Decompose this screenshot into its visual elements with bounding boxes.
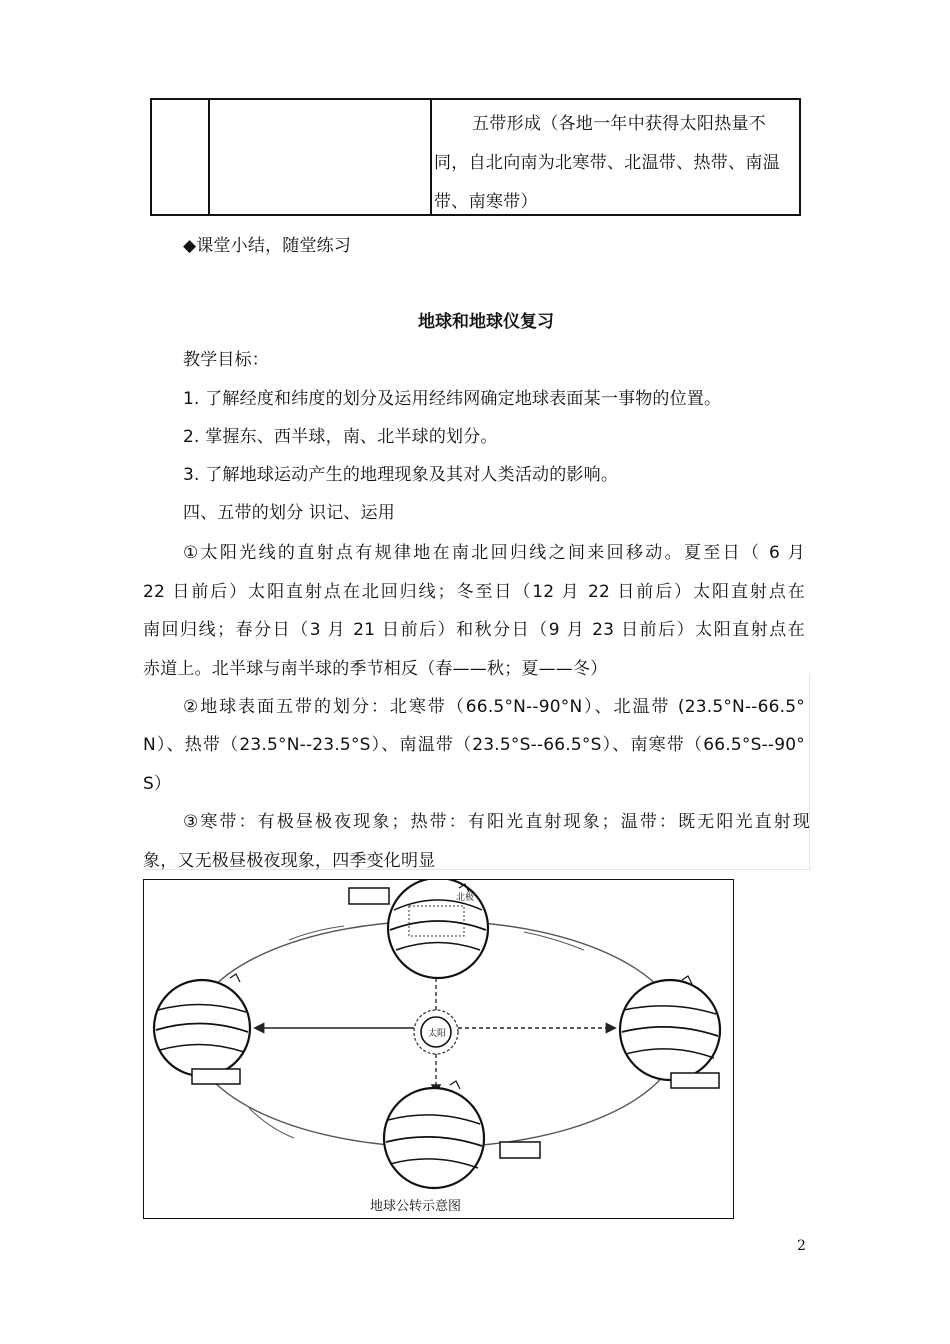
objective-item: 3. 了解地球运动产生的地理现象及其对人类活动的影响。 (183, 465, 619, 485)
paragraph-line: S） (143, 774, 172, 794)
paragraph-line: 22 日前后）太阳直射点在北回归线；冬至日（12 月 22 日前后）太阳直射点在 (143, 582, 805, 602)
table-divider (430, 98, 432, 216)
answer-box (500, 1142, 540, 1158)
sun-label: 太阳 (428, 1029, 447, 1039)
table-cell-text: 五带形成（各地一年中获得太阳热量不同，自北向南为北寒带、北温带、热带、南温带、南寒带） (434, 114, 780, 212)
part-heading: 四、五带的划分 识记、运用 (183, 503, 396, 523)
objectives-label: 教学目标： (183, 350, 269, 370)
answer-box (671, 1073, 719, 1088)
paragraph-line: 南回归线；春分日（3 月 21 日前后）和秋分日（9 月 23 日前后）太阳直射点在 (143, 620, 805, 640)
objective-item: 1. 了解经度和纬度的划分及运用经纬网确定地球表面某一事物的位置。 (183, 389, 722, 409)
paragraph-line: 赤道上。北半球与南半球的季节相反（春——秋；夏——冬） (143, 659, 608, 679)
paragraph-line: N）、热带（23.5°N--23.5°S）、南温带（23.5°S--66.5°S）、南寒带（66.5°S--90° (143, 735, 805, 755)
page-number: 2 (797, 1238, 806, 1254)
section-title: 地球和地球仪复习 (418, 312, 554, 332)
answer-box (349, 888, 389, 904)
earth-globe-bottom (384, 1088, 484, 1188)
paragraph-line: ③寒带：有极昼极夜现象；热带：有阳光直射现象；温带：既无阳光直射现 (183, 812, 810, 832)
paragraph-line: ②地球表面五带的划分：北寒带（66.5°N--90°N）、北温带 (23.5°N--66.5° (183, 697, 805, 717)
pole-label: 北极 (456, 893, 475, 903)
figure-caption: 地球公转示意图 (370, 1199, 462, 1214)
table-divider (208, 98, 210, 216)
earth-orbit-figure (143, 879, 734, 1219)
answer-box (192, 1069, 240, 1084)
paragraph-line: ①太阳光线的直射点有规律地在南北回归线之间来回移动。夏至日（ 6 月 (183, 543, 805, 563)
earth-globe-left (154, 980, 250, 1076)
orbit-diagram (144, 880, 733, 1218)
summary-line: ◆课堂小结，随堂练习 (183, 236, 352, 256)
earth-globe-right (620, 980, 720, 1080)
objective-item: 2. 掌握东、西半球，南、北半球的划分。 (183, 427, 498, 447)
paragraph-line: 象，又无极昼极夜现象，四季变化明显 (143, 851, 436, 871)
